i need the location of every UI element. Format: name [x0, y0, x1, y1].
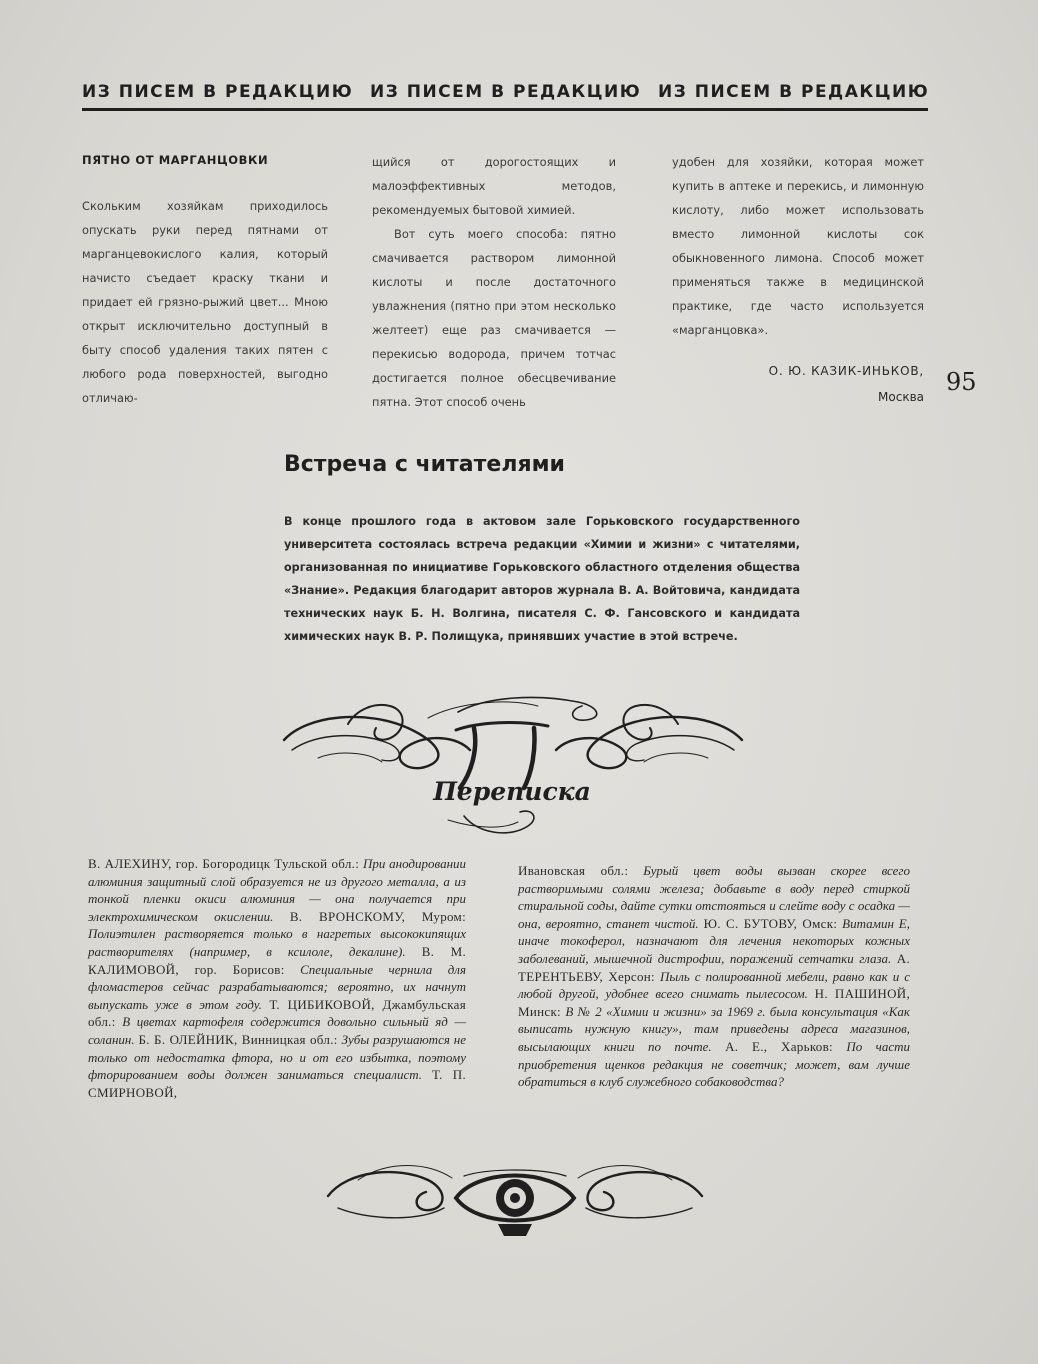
correspondence-right-column: [518, 862, 910, 1091]
corr-left-name-1: В. АЛЕХИНУ, гор. Богородицк Тульской обл.:: [88, 856, 360, 871]
section-header: [82, 80, 928, 110]
section-label-1: ИЗ ПИСЕМ В РЕДАКЦИЮ: [82, 82, 354, 102]
corr-right-text-1: Бурый цвет воды вызван скорее всего растворимыми солями железа; добавьте в воду перед стиркой стиральной соды, дайте сутки отстояться и слейте воду с осадка — она, вероятно, станет чистой.: [518, 863, 910, 931]
letter-signature: [672, 358, 924, 410]
letter-column-1: [82, 148, 328, 410]
correspondence-title: Переписка: [433, 777, 591, 806]
corr-left-text-1: При анодировании алюминия защитный слой образуется не из другого металла, а из тонкой пленки окиси алюминия — она получается при электрохимическом окислении.: [88, 856, 467, 924]
letter-col3-text: удобен для хозяйки, которая может купить в аптеке и перекись, и лимонную кислоту, либо может использовать вместо лимонной кислоты сок обыкновенного лимона. Способ может применяться также в медицинской практике, где часто используется «марганцовка».: [672, 155, 924, 337]
corr-left-text-3: Специальные чернила для фломастеров сейчас разрабатываются; вероятно, их начнут выпускать уже в этом году.: [88, 961, 467, 1012]
letter-column-3: [672, 150, 924, 342]
correspondence-ornament: [278, 688, 748, 840]
corr-right-name-5: А. Е., Харьков:: [725, 1038, 833, 1054]
corr-right-name-4: Н. ПАШИНОЙ, Минск:: [518, 986, 910, 1019]
correspondence-left-column: [88, 855, 466, 1101]
signature-city: Москва: [878, 390, 924, 404]
corr-left-name-4: Т. ЦИБИКОВОЙ, Джамбульская обл.:: [88, 996, 467, 1030]
letter-column-2: [372, 150, 616, 414]
corr-right-name-1: Ивановская обл.:: [518, 863, 629, 878]
letter-title: ПЯТНО ОТ МАРГАНЦОВКИ: [82, 153, 269, 167]
corr-left-text-2: Полиэтилен растворяется только в нагретых высококипящих растворителях (например, в ксилоле, декалине).: [88, 926, 466, 959]
meeting-title: Встреча с читателями: [284, 452, 565, 477]
corr-left-name-5: Б. Б. ОЛЕЙНИК, Винницкая обл.:: [138, 1031, 338, 1047]
signature-name: О. Ю. КАЗИК-ИНЬКОВ,: [768, 364, 924, 378]
corr-right-text-2: Витамин Е, иначе токоферол, назначают для лечения некоторых кожных заболеваний, мышечной дистрофии, поражений сетчатки глаза.: [518, 915, 910, 966]
letter-col2-p1: щийся от дорогостоящих и малоэффективных методов, рекомендуемых бытовой химией.: [372, 155, 616, 217]
corr-right-text-4: В № 2 «Химии и жизни» за 1969 г. была консультация «Как выписать нужную книгу», там приведены адреса магазинов, высылающих книги по почте.: [518, 1003, 910, 1054]
section-label-2: ИЗ ПИСЕМ В РЕДАКЦИЮ: [370, 82, 642, 102]
page-number: 95: [946, 368, 977, 396]
corr-left-name-2: В. ВРОНСКОМУ, Муром:: [289, 908, 466, 924]
corr-right-name-2: Ю. С. БУТОВУ, Омск:: [703, 915, 838, 931]
bottom-flourish-ornament: [318, 1150, 712, 1242]
corr-left-name-6: Т. П. СМИРНОВОЙ,: [88, 1067, 466, 1100]
section-label-3: ИЗ ПИСЕМ В РЕДАКЦИЮ: [658, 82, 930, 102]
corr-left-text-4: В цветах картофеля содержится довольно сильный яд — соланин.: [88, 1014, 467, 1047]
letter-col2-p2: Вот суть моего способа: пятно смачивается раствором лимонной кислоты и после достаточного увлажнения (пятно при этом несколько желтеет) еще раз смачивается — перекисью водорода, причем тотчас достигается полное обесцвечивание пятна. Этот способ очень: [372, 227, 616, 409]
header-rule: [82, 108, 928, 111]
meeting-text: В конце прошлого года в актовом зале Горьковского государственного университета состоялась встреча редакции «Химии и жизни» с читателями, организованная по инициативе Горьковского областного отделения общества «Знание». Редакция благодарит авторов журнала В. А. Войтовича, кандидата технических наук Б. Н. Волгина, писателя С. Ф. Гансовского и кандидата химических наук В. Р. Полищука, принявших участие в этой встрече.: [284, 515, 800, 643]
letter-col1-text: Скольким хозяйкам приходилось опускать руки перед пятнами от марганцевокислого калия, который начисто съедает краску ткани и придает ей грязно-рыжий цвет... Мною открыт исключительно доступный в быту способ удаления таких пятен с любого рода поверхностей, выгодно отличаю-: [82, 199, 328, 405]
corr-right-name-3: А. ТЕРЕНТЬЕВУ, Херсон:: [518, 950, 910, 984]
corr-right-text-3: Пыль с полированной мебели, равно как и с любой другой, удобнее всего снимать пылесосом.: [518, 968, 911, 1002]
corr-right-text-5: По части приобретения щенков редакция не советчик; может, вам лучше обратиться в клуб служебного собаководства?: [518, 1038, 911, 1090]
corr-left-name-3: В. М. КАЛИМОВОЙ, гор. Борисов:: [88, 943, 466, 977]
corr-left-text-5: Зубы разрушаются не только от недостатка фтора, но и от его избытка, поэтому фторированием воды должен заниматься специалист.: [88, 1031, 467, 1083]
